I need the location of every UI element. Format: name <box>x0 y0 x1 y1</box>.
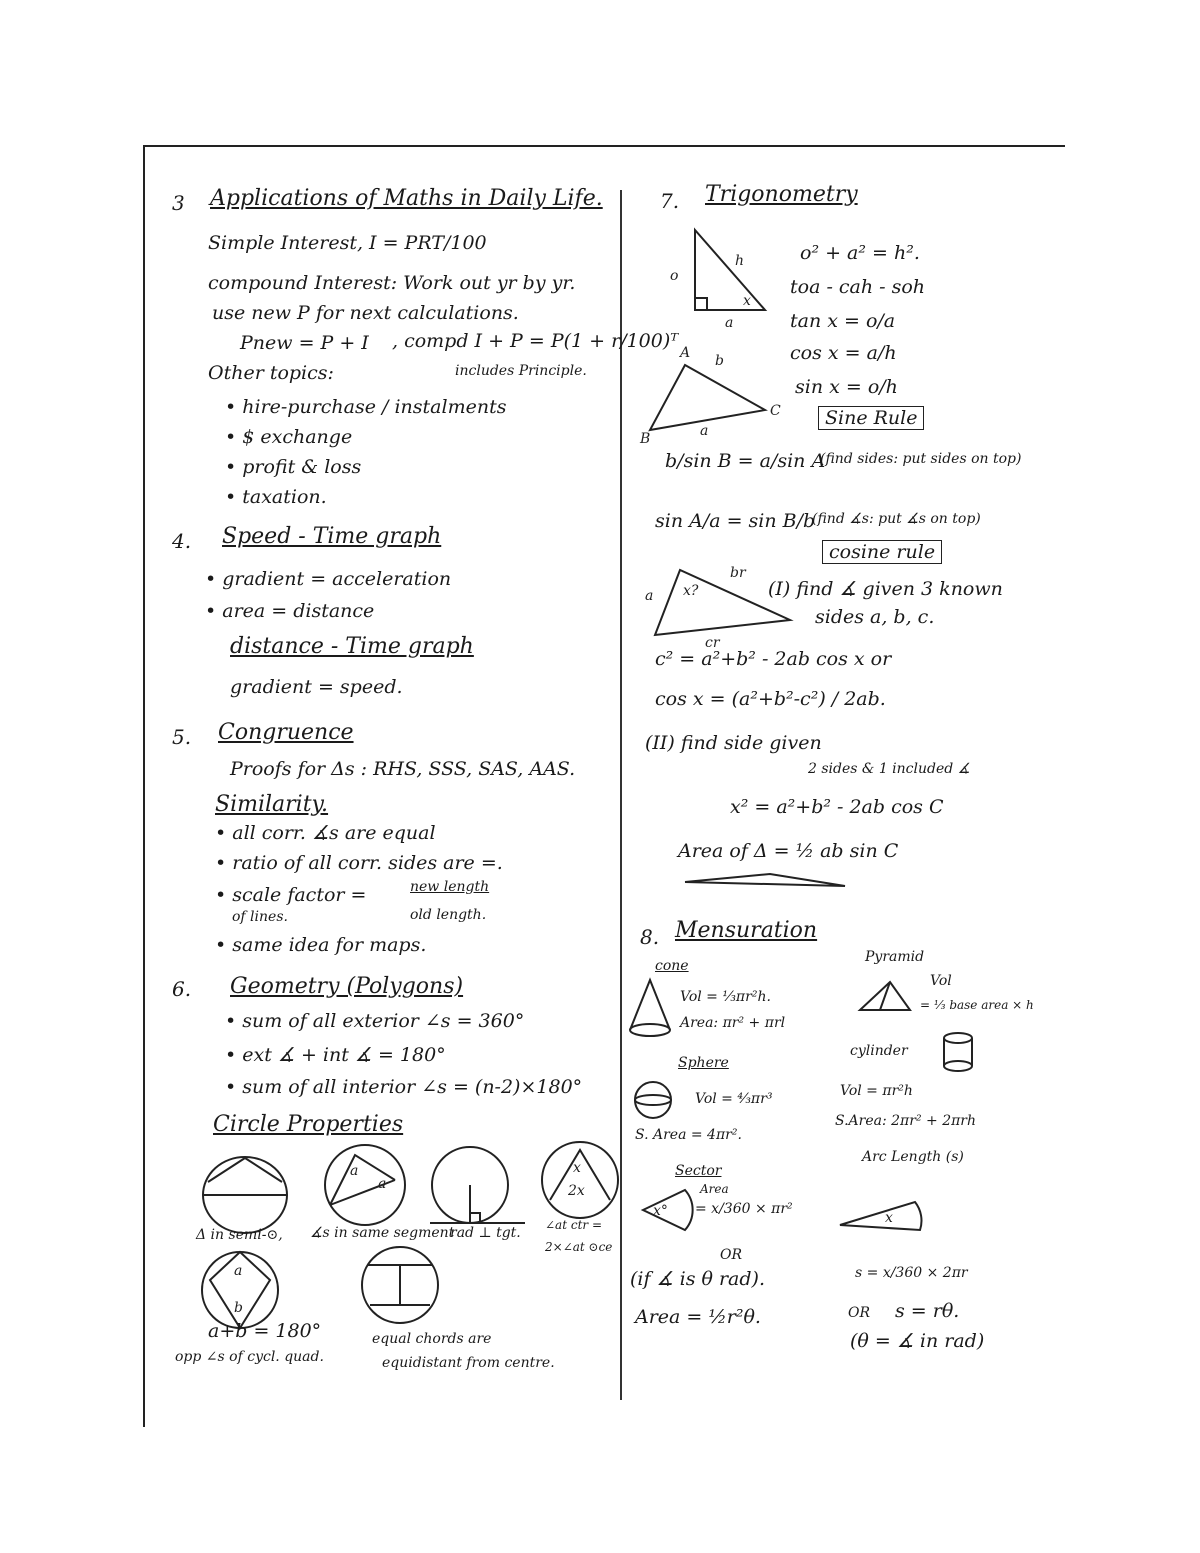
svg-text:B: B <box>640 431 651 447</box>
pyramid-vol: Vol <box>930 973 952 989</box>
compound-formula: , compd I + P = P(1 + r/100)ᵀ <box>392 330 679 352</box>
svg-text:a: a <box>645 588 654 604</box>
geometry-item: • ext ∡ + int ∡ = 180° <box>225 1044 446 1066</box>
svg-text:br: br <box>730 565 746 581</box>
cylinder-area: S.Area: 2πr² + 2πrh <box>835 1113 977 1129</box>
circle-caption: rad ⊥ tgt. <box>450 1225 521 1241</box>
cosine-side-eq: x² = a²+b² - 2ab cos C <box>730 796 944 818</box>
arc-length-radians: s = rθ. <box>895 1300 960 1322</box>
p-new: Pnew = P + I <box>240 332 369 354</box>
new-length: new length <box>410 879 490 895</box>
similarity-item: of lines. <box>232 909 288 925</box>
cone-volume: Vol = ⅓πr²h. <box>680 989 771 1005</box>
cosine-case-1: (I) find ∡ given 3 known <box>768 578 1003 600</box>
cosine-case-1b: sides a, b, c. <box>815 606 935 628</box>
cone-area: Area: πr² + πrl <box>680 1015 786 1031</box>
section-5-title: Congruence <box>218 720 354 745</box>
similarity-title: Similarity. <box>215 792 329 817</box>
section-7-title: Trigonometry <box>705 182 858 207</box>
sin-ratio: sin x = o/h <box>795 376 898 398</box>
cosine-rule-eq: c² = a²+b² - 2ab cos x or <box>655 648 892 670</box>
section-8-title: Mensuration <box>675 918 818 943</box>
centre-angle-diagram <box>542 1142 618 1218</box>
cyclic-quad-eq: a+b = 180° <box>208 1320 322 1342</box>
right-triangle-diagram <box>655 225 805 331</box>
pyramid-diagram <box>855 980 915 1020</box>
or-label: OR <box>848 1305 871 1321</box>
equal-chords-caption: equal chords are <box>372 1331 492 1347</box>
if-radians: (if ∡ is θ rad). <box>630 1268 766 1290</box>
circle-properties-title: Circle Properties <box>213 1112 404 1137</box>
semicircle-diagram <box>203 1157 287 1233</box>
cyclic-quad-caption: opp ∠s of cycl. quad. <box>175 1349 324 1365</box>
sphere-label: Sphere <box>678 1055 729 1071</box>
svg-text:a: a <box>350 1163 359 1179</box>
speed-area: • area = distance <box>205 600 375 622</box>
speed-gradient: • gradient = acceleration <box>205 568 452 590</box>
distance-time-title: distance - Time graph <box>230 634 474 659</box>
same-segment-diagram <box>325 1145 405 1225</box>
cyclic-quad-diagram <box>202 1252 278 1328</box>
section-3-title: Applications of Maths in Daily Life. <box>210 186 603 211</box>
svg-text:a: a <box>378 1176 387 1192</box>
similarity-item: • same idea for maps. <box>215 934 427 956</box>
topic-item: • $ exchange <box>225 426 353 448</box>
similarity-item: • ratio of all corr. sides are =. <box>215 852 503 874</box>
cylinder-volume: Vol = πr²h <box>840 1083 913 1099</box>
svg-text:2x: 2x <box>568 1183 585 1199</box>
section-3-number: 3 <box>172 191 185 215</box>
pyramid-formula: = ⅓ base area × h <box>920 998 1034 1012</box>
geometry-item: • sum of all exterior ∠s = 360° <box>225 1010 525 1032</box>
arc-diagram <box>835 1190 935 1240</box>
circle-caption: ∡s in same segment <box>310 1225 455 1241</box>
section-8-number: 8. <box>640 925 660 949</box>
section-4-number: 4. <box>172 529 192 553</box>
sphere-volume: Vol = ⁴⁄₃πr³ <box>695 1091 773 1107</box>
triangle-area: Area of Δ = ½ ab sin C <box>678 840 899 862</box>
sector-area-label: Area <box>700 1182 729 1196</box>
svg-text:x: x <box>743 293 751 309</box>
svg-text:x°: x° <box>653 1203 668 1219</box>
arc-length-formula: s = x/360 × 2πr <box>855 1265 968 1281</box>
simple-interest: Simple Interest, I = PRT/100 <box>208 232 487 254</box>
tangent-diagram <box>430 1147 525 1223</box>
topic-item: • profit & loss <box>225 456 362 478</box>
cosine-rule-title: cosine rule <box>822 540 942 564</box>
svg-text:a: a <box>725 315 734 331</box>
cosine-rule-angle-eq: cos x = (a²+b²-c²) / 2ab. <box>655 688 886 710</box>
sine-rule-title: Sine Rule <box>818 406 924 430</box>
oblique-triangle-diagram <box>640 335 790 445</box>
sine-rule-sides-note: (find sides: put sides on top) <box>820 451 1022 467</box>
svg-text:o: o <box>670 268 679 284</box>
cosine-case-2b: 2 sides & 1 included ∡ <box>808 761 971 777</box>
svg-text:x: x <box>573 1160 581 1176</box>
sector-area: = x/360 × πr² <box>695 1201 793 1217</box>
equal-chords-caption: equidistant from centre. <box>382 1355 555 1371</box>
svg-text:cr: cr <box>705 635 720 651</box>
compound-interest: compound Interest: Work out yr by yr. <box>208 272 576 294</box>
topic-item: • taxation. <box>225 486 327 508</box>
svg-text:x: x <box>885 1210 893 1226</box>
sphere-diagram <box>628 1080 688 1120</box>
topic-item: • hire-purchase / instalments <box>225 396 507 418</box>
cylinder-diagram <box>940 1030 980 1075</box>
tan-ratio: tan x = o/a <box>790 310 896 332</box>
sine-rule-angles: sin A/a = sin B/b <box>655 510 816 532</box>
similarity-item: • all corr. ∡s are equal <box>215 822 436 844</box>
pyramid-label: Pyramid <box>865 949 925 965</box>
section-5-number: 5. <box>172 725 192 749</box>
sine-rule-angles-note: (find ∡s: put ∡s on top) <box>812 511 981 527</box>
cosine-triangle-diagram <box>645 565 795 651</box>
cylinder-label: cylinder <box>850 1043 908 1059</box>
cosine-case-2: (II) find side given <box>645 732 822 754</box>
area-triangle-sketch <box>680 870 850 890</box>
section-6-title: Geometry (Polygons) <box>230 974 464 999</box>
circle-caption: ∠at ctr = 2×∠at ⊙ce <box>545 1218 613 1254</box>
svg-text:b: b <box>715 353 724 369</box>
svg-text:C: C <box>770 403 781 419</box>
toa-cah-soh: toa - cah - soh <box>790 276 926 298</box>
sector-area-radians: Area = ½r²θ. <box>635 1306 761 1328</box>
sector-label: Sector <box>675 1163 722 1179</box>
similarity-item: • scale factor = <box>215 884 367 906</box>
svg-text:A: A <box>680 345 691 361</box>
sphere-area: S. Area = 4πr². <box>635 1127 742 1143</box>
arc-length-title: Arc Length (s) <box>862 1149 964 1165</box>
sector-diagram <box>635 1185 695 1235</box>
old-length: old length. <box>410 907 487 923</box>
svg-text:a: a <box>234 1263 243 1279</box>
compound-note: use new P for next calculations. <box>212 302 519 324</box>
other-topics: Other topics: <box>208 362 334 384</box>
svg-text:h: h <box>735 253 745 269</box>
includes-principle: includes Principle. <box>455 363 587 379</box>
cos-ratio: cos x = a/h <box>790 342 897 364</box>
sine-rule-sides: b/sin B = a/sin A <box>665 450 826 472</box>
equal-chords-diagram <box>362 1247 438 1323</box>
or-label: OR <box>720 1247 743 1263</box>
cone-diagram <box>625 975 675 1045</box>
geometry-item: • sum of all interior ∠s = (n-2)×180° <box>225 1076 583 1098</box>
svg-text:a: a <box>700 423 709 439</box>
pythagoras: o² + a² = h². <box>800 242 920 264</box>
svg-text:x?: x? <box>683 583 699 599</box>
theta-note: (θ = ∡ in rad) <box>850 1330 985 1352</box>
section-4-title: Speed - Time graph <box>222 524 442 549</box>
section-6-number: 6. <box>172 977 192 1001</box>
svg-text:b: b <box>234 1300 243 1316</box>
distance-gradient: gradient = speed. <box>230 676 403 698</box>
congruence-proofs: Proofs for Δs : RHS, SSS, SAS, AAS. <box>230 758 576 780</box>
section-7-number: 7. <box>660 189 680 213</box>
circle-caption: Δ in semi-⊙, <box>196 1227 283 1243</box>
cone-label: cone <box>655 958 689 974</box>
